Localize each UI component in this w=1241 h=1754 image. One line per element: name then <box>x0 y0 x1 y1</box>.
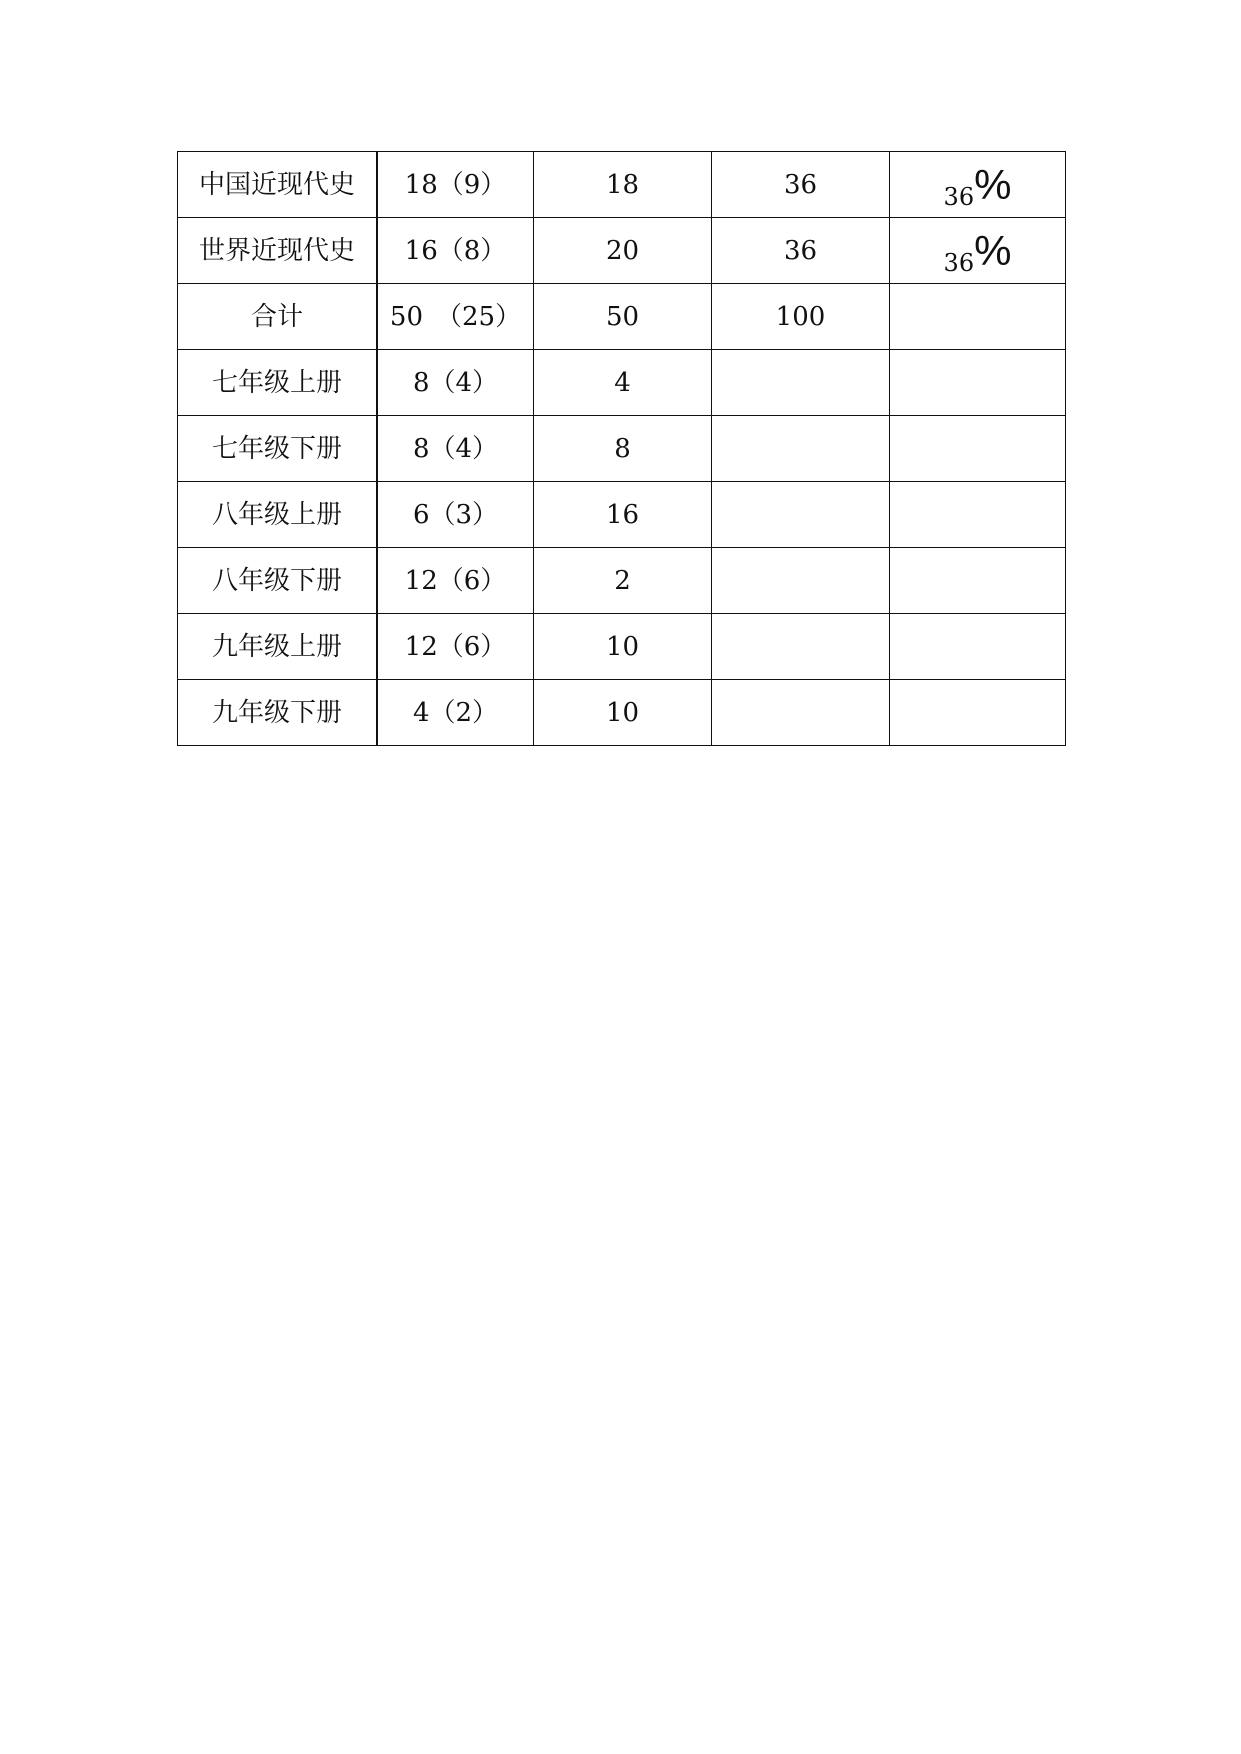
score-table <box>177 151 1066 746</box>
percent-cell <box>890 614 1066 680</box>
count-cell: 8（4） <box>377 350 534 416</box>
value-cell: 10 <box>534 680 712 746</box>
percent-cell <box>890 218 1066 284</box>
row-label-cell: 世界近现代史 <box>178 218 378 284</box>
count-cell: 8（4） <box>377 416 534 482</box>
percent-cell <box>890 152 1066 218</box>
percent-sign: % <box>974 226 1012 274</box>
row-label-cell: 七年级下册 <box>178 416 378 482</box>
value-cell: 16 <box>534 482 712 548</box>
total-cell: 36 <box>712 218 890 284</box>
total-cell <box>712 680 890 746</box>
value-cell: 18 <box>534 152 712 218</box>
percent-sign: % <box>974 160 1012 208</box>
table-row <box>178 614 1066 680</box>
percent-cell <box>890 350 1066 416</box>
total-cell <box>712 482 890 548</box>
table-row <box>178 680 1066 746</box>
row-label-cell: 中国近现代史 <box>178 152 378 218</box>
table-row <box>178 218 1066 284</box>
value-cell: 4 <box>534 350 712 416</box>
value-cell: 8 <box>534 416 712 482</box>
row-label-cell: 合计 <box>178 284 378 350</box>
row-label-cell: 八年级上册 <box>178 482 378 548</box>
percent-cell <box>890 548 1066 614</box>
table-row <box>178 152 1066 218</box>
total-cell <box>712 614 890 680</box>
table-row <box>178 482 1066 548</box>
value-cell: 50 <box>534 284 712 350</box>
value-cell: 20 <box>534 218 712 284</box>
percent-value: 36 <box>943 248 975 277</box>
table-body <box>178 152 1066 746</box>
row-label-cell: 七年级上册 <box>178 350 378 416</box>
percent-cell <box>890 416 1066 482</box>
total-cell <box>712 548 890 614</box>
row-label-cell: 九年级下册 <box>178 680 378 746</box>
count-cell: 16（8） <box>377 218 534 284</box>
total-cell <box>712 350 890 416</box>
table-row <box>178 548 1066 614</box>
row-label-cell: 九年级上册 <box>178 614 378 680</box>
total-cell <box>712 416 890 482</box>
count-cell: 12（6） <box>377 614 534 680</box>
percent-value: 36 <box>943 182 975 211</box>
row-label-cell: 八年级下册 <box>178 548 378 614</box>
count-cell: 50 （25） <box>377 284 534 350</box>
table-row <box>178 416 1066 482</box>
total-cell: 36 <box>712 152 890 218</box>
count-cell: 18（9） <box>377 152 534 218</box>
count-cell: 4（2） <box>377 680 534 746</box>
count-cell: 12（6） <box>377 548 534 614</box>
value-cell: 10 <box>534 614 712 680</box>
percent-cell <box>890 482 1066 548</box>
value-cell: 2 <box>534 548 712 614</box>
percent-cell <box>890 680 1066 746</box>
count-cell: 6（3） <box>377 482 534 548</box>
table-row <box>178 284 1066 350</box>
total-cell: 100 <box>712 284 890 350</box>
table-row <box>178 350 1066 416</box>
percent-cell <box>890 284 1066 350</box>
